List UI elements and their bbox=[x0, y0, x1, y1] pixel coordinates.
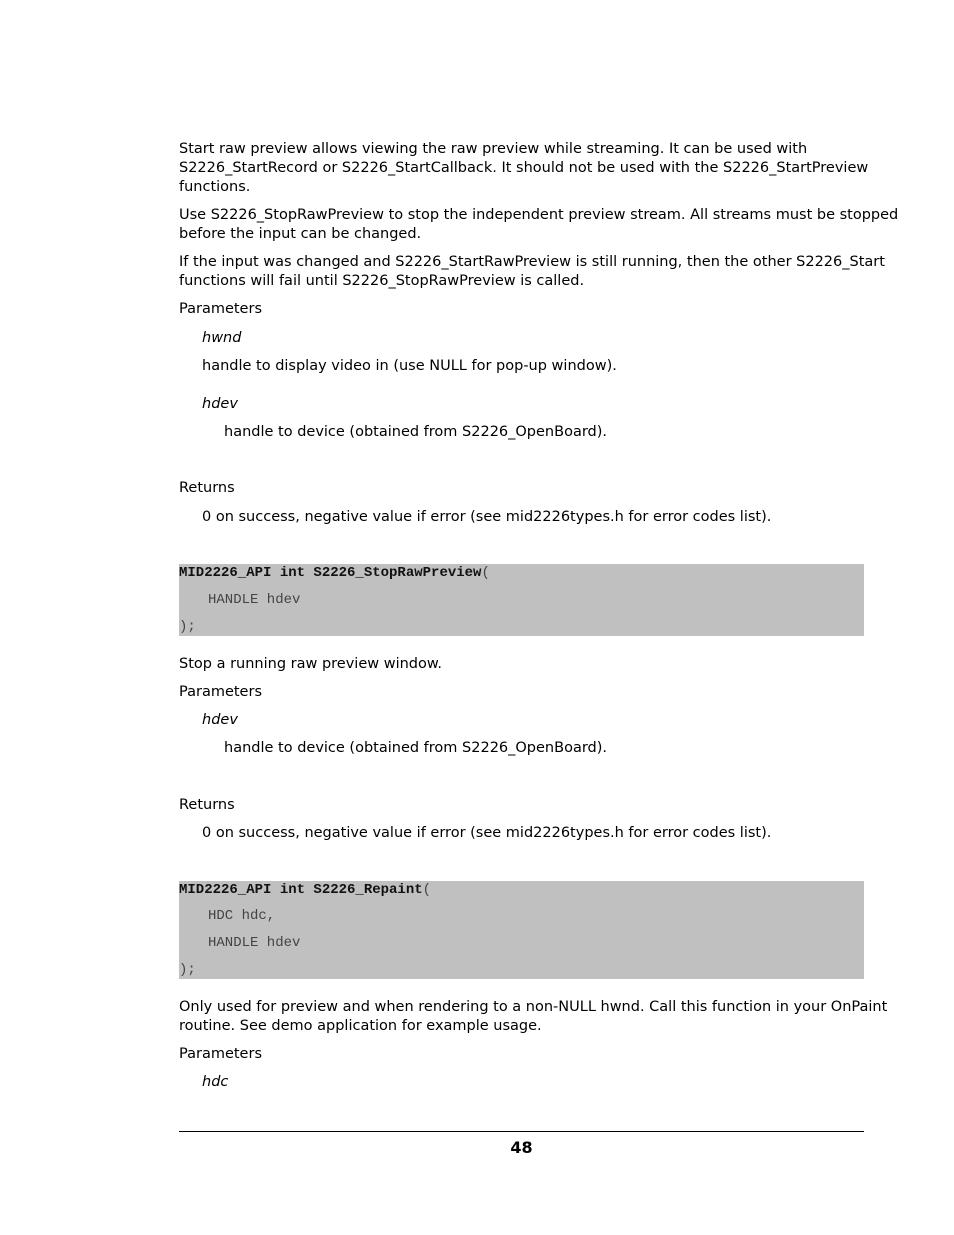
footer-divider bbox=[179, 1131, 864, 1132]
code-block-repaint bbox=[179, 881, 864, 979]
code-block-stop-raw-preview bbox=[179, 564, 864, 636]
page-number: 48 bbox=[510, 1138, 533, 1157]
paragraph-line: If the input was changed and S2226_StartRawPreview is still running, then the other S2226_Start bbox=[179, 254, 885, 270]
paragraph-line: Start raw preview allows viewing the raw preview while streaming. It can be used with bbox=[179, 141, 808, 157]
paragraph-line: functions will fail until S2226_StopRawPreview is called. bbox=[179, 273, 585, 289]
parameters-label: Parameters bbox=[179, 684, 262, 700]
paragraph-line: routine. See demo application for example usage. bbox=[179, 1018, 542, 1034]
paragraph-line: S2226_StartRecord or S2226_StartCallback. It should not be used with the S2226_StartPreview bbox=[179, 160, 869, 176]
returns-description: 0 on success, negative value if error (see mid2226types.h for error codes list). bbox=[202, 825, 772, 841]
function-signature: MID2226_API int S2226_Repaint( bbox=[179, 882, 432, 898]
param-description: handle to device (obtained from S2226_OpenBoard). bbox=[224, 424, 608, 440]
returns-label: Returns bbox=[179, 480, 235, 496]
paragraph-line: before the input can be changed. bbox=[179, 226, 422, 242]
returns-description: 0 on success, negative value if error (see mid2226types.h for error codes list). bbox=[202, 509, 772, 525]
param-description: handle to display video in (use NULL for pop-up window). bbox=[202, 358, 617, 374]
paragraph-line: functions. bbox=[179, 179, 251, 195]
returns-label: Returns bbox=[179, 797, 235, 813]
param-name: hdc bbox=[202, 1074, 229, 1090]
param-name: hdev bbox=[202, 712, 238, 728]
parameters-label: Parameters bbox=[179, 301, 262, 317]
code-closing: ); bbox=[179, 962, 196, 978]
param-name: hwnd bbox=[202, 330, 242, 346]
code-argument: HANDLE hdev bbox=[208, 935, 301, 951]
code-argument: HANDLE hdev bbox=[208, 592, 301, 608]
paragraph-line: Only used for preview and when rendering to a non-NULL hwnd. Call this function in your OnPaint bbox=[179, 999, 888, 1015]
code-closing: ); bbox=[179, 619, 196, 635]
param-name: hdev bbox=[202, 396, 238, 412]
function-description: Stop a running raw preview window. bbox=[179, 656, 443, 672]
function-signature: MID2226_API int S2226_StopRawPreview( bbox=[179, 565, 490, 581]
code-argument: HDC hdc, bbox=[208, 908, 276, 924]
paragraph-line: Use S2226_StopRawPreview to stop the independent preview stream. All streams must be stopped bbox=[179, 207, 899, 223]
parameters-label: Parameters bbox=[179, 1046, 262, 1062]
param-description: handle to device (obtained from S2226_OpenBoard). bbox=[224, 740, 608, 756]
